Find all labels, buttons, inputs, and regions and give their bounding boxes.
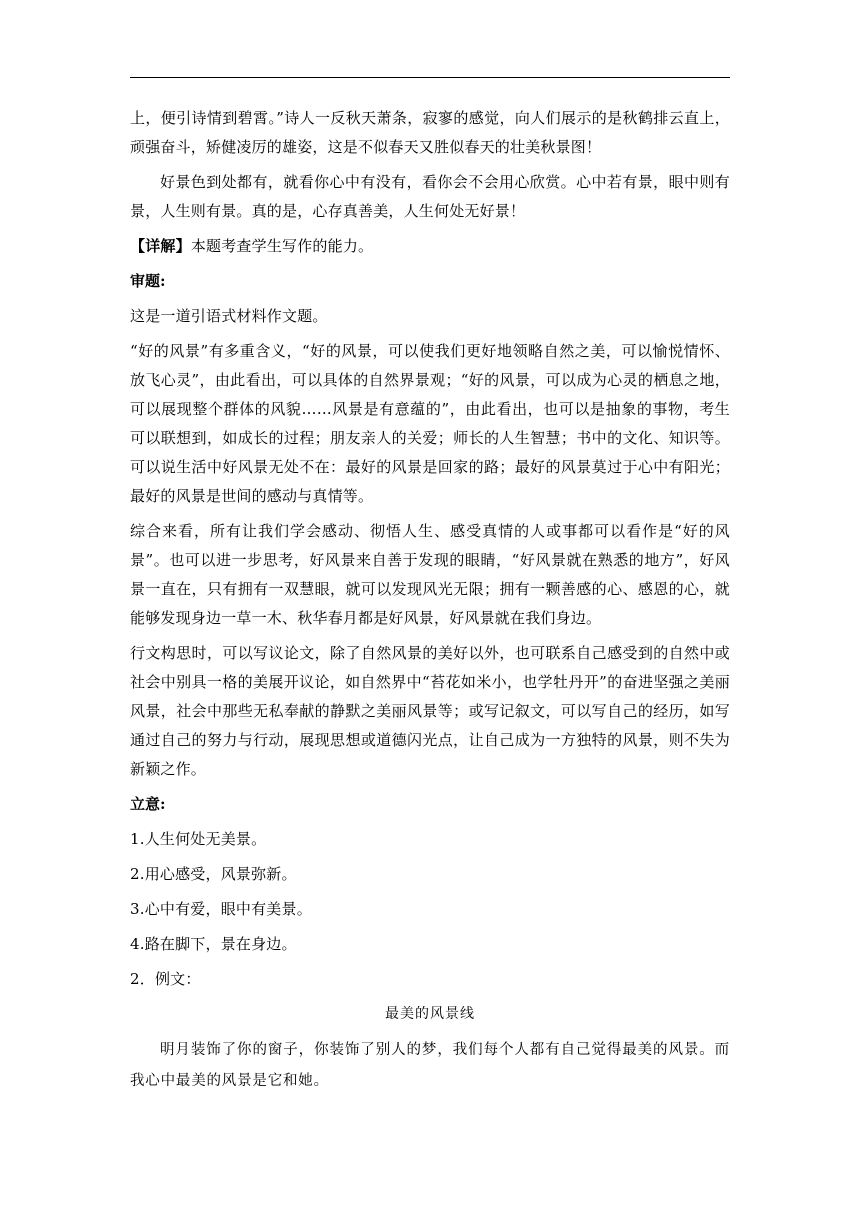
review-heading: 审题: bbox=[130, 272, 166, 290]
paragraph-detail bbox=[130, 232, 730, 261]
paragraph-good-scenery: 好景色到处都有，就看你心中有没有，看你会不会用心欣赏。心中若有景，眼中则有景，人生则有景。真的是，心存真善美，人生何处无好景！ bbox=[130, 173, 730, 220]
intent-item-2: 2.用心感受，风景弥新。 bbox=[130, 865, 297, 883]
paragraph-summary: 综合来看，所有让我们学会感动、彻悟人生、感受真情的人或事都可以看作是“好的风景”。也可以进一步思考，好风景来自善于发现的眼睛，“好风景就在熟悉的地方”，好风景一直在，只有拥有一双慧眼，就可以发现风光无限；拥有一颗善感的心、感恩的心，就能够发现身边一草一木、秋华春月都是好风景，好风景就在我们身边。 bbox=[130, 522, 730, 627]
paragraph-composition: 行文构思时，可以写议论文，除了自然风景的美好以外，也可联系自己感受到的自然中或社会中别具一格的美展开议论，如自然界中“苔花如米小，也学牡丹开”的奋进坚强之美丽风景，社会中那些无私奉献的静默之美丽风景等；或写记叙文，可以写自己的经历，如写通过自己的努力与行动，展现思想或道德闪光点，让自己成为一方独特的风景，则不失为新颖之作。 bbox=[130, 644, 730, 778]
header-rule bbox=[130, 77, 730, 78]
intent-item-1: 1.人生何处无美景。 bbox=[130, 830, 267, 848]
essay-title: 最美的风景线 bbox=[385, 1006, 475, 1022]
essay-paragraph-1: 明月装饰了你的窗子，你装饰了别人的梦，我们每个人都有自己觉得最美的风景。而我心中最美的风景是它和她。 bbox=[130, 1042, 730, 1089]
paragraph-poem-analysis: 上，便引诗情到碧霄。”诗人一反秋天萧条，寂寥的感觉，向人们展示的是秋鹤排云直上，顽强奋斗，矫健凌厉的雄姿，这是不似春天又胜似春天的壮美秋景图！ bbox=[130, 109, 730, 156]
paragraph-meaning: “好的风景”有多重含义，“好的风景，可以使我们更好地领略自然之美，可以愉悦情怀、放飞心灵”，由此看出，可以具体的自然界景观；“好的风景，可以成为心灵的栖息之地，可以展现整个群体的风貌……风景是有意蕴的”，由此看出，也可以是抽象的事物，考生可以联想到，如成长的过程；朋友亲人的关爱；师长的人生智慧；书中的文化、知识等。可以说生活中好风景无处不在：最好的风景是回家的路；最好的风景莫过于心中有阳光；最好的风景是世间的感动与真情等。 bbox=[130, 342, 730, 505]
example-label: 2．例文： bbox=[130, 970, 201, 988]
detail-label: 【详解】 bbox=[130, 237, 191, 255]
intent-item-3: 3.心中有爱，眼中有美景。 bbox=[130, 900, 312, 918]
detail-text: 本题考查学生写作的能力。 bbox=[190, 237, 374, 255]
intent-heading: 立意: bbox=[130, 795, 166, 813]
intent-item-4: 4.路在脚下，景在身边。 bbox=[130, 935, 297, 953]
paragraph-topic-type: 这是一道引语式材料作文题。 bbox=[130, 307, 328, 325]
document-body bbox=[130, 104, 730, 1097]
